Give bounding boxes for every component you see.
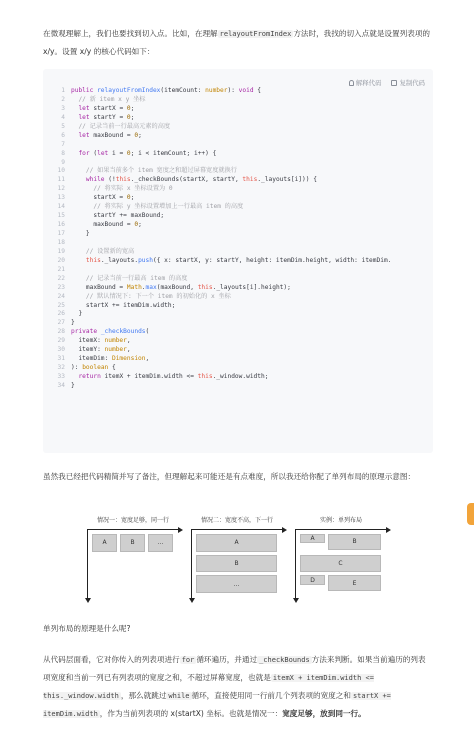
line-number: 1: [61, 87, 65, 94]
code-line: [43, 96, 433, 105]
code-text: [71, 319, 75, 328]
code-text: [71, 337, 131, 346]
layout-item-b: B: [328, 534, 381, 550]
diagram-intro-paragraph: 虽然我已经把代码精简并写了备注，但理解起来可能还是有点难度，所以我还给你配了单列布局的原理示意图：: [43, 472, 416, 481]
code-lines: [43, 87, 433, 391]
copy-code-label: 复制代码: [399, 79, 425, 87]
code-token: itemX:: [71, 337, 105, 345]
layout-item-d: D: [300, 575, 325, 584]
code-text: [71, 355, 149, 364]
code-token: [71, 257, 86, 264]
explanation-text-6: ，作为当前列表项的 x(startX) 坐标。也就是情况一：: [99, 709, 283, 718]
side-feedback-tab[interactable]: [467, 503, 474, 525]
code-line: [43, 382, 433, 391]
line-number: 24: [57, 292, 65, 300]
line-number: 3: [61, 104, 65, 112]
code-token: ;: [130, 113, 135, 121]
code-line: [43, 364, 433, 373]
code-text: [71, 176, 317, 185]
line-number: 33: [57, 373, 65, 380]
code-token: ;: [138, 131, 142, 139]
code-token: max: [145, 283, 157, 291]
code-token: // 记录当前一行最高 item 的高度: [71, 274, 188, 282]
code-token: _checkBounds: [100, 328, 146, 336]
code-line: [43, 150, 433, 159]
line-number: 7: [61, 140, 65, 148]
code-text: [71, 96, 145, 105]
inline-code-relayout: relayoutFromIndex: [219, 30, 292, 38]
explanation-paragraph: [43, 651, 433, 723]
code-block: [43, 69, 433, 453]
line-number: 29: [57, 337, 65, 345]
explanation-bold: 宽度足够，放到同一行。: [282, 709, 366, 718]
code-text: [71, 310, 82, 319]
layout-item-a: A: [92, 534, 117, 552]
code-token: Math: [126, 283, 142, 291]
code-token: // 记录当前一行最高元素的高度: [71, 122, 171, 130]
code-text: [71, 212, 164, 221]
inline-code-while: while: [168, 692, 190, 700]
code-token: ;: [138, 221, 142, 229]
code-token: private: [71, 328, 98, 336]
code-token: }: [71, 310, 83, 318]
code-text: [71, 114, 134, 123]
code-token: (!: [104, 176, 116, 184]
code-token: let: [97, 149, 109, 157]
intro-text-2: 方法时，我找的切入点就是设置列表项的 x/y。设置 x/y 的核心代码如下：: [43, 29, 430, 56]
code-token: i =: [108, 149, 127, 157]
diagram-panel: [191, 515, 283, 607]
code-token: 0: [126, 194, 131, 202]
code-actions: [349, 78, 425, 87]
line-number: 22: [57, 274, 65, 282]
explain-code-button[interactable]: [349, 78, 382, 87]
code-text: [71, 284, 291, 293]
code-text: [71, 382, 75, 391]
code-token: 0: [134, 131, 139, 139]
code-token: startX =: [71, 194, 127, 202]
copy-icon: [391, 80, 397, 86]
code-token: .: [141, 283, 146, 291]
code-line: [43, 266, 433, 275]
code-token: relayoutFromIndex: [97, 87, 161, 94]
code-line: [43, 132, 433, 141]
code-text: [71, 346, 131, 355]
code-token: itemX + itemDim.width <=: [100, 373, 198, 380]
code-line: [43, 319, 433, 328]
code-line: [43, 373, 433, 382]
code-token: push: [138, 256, 153, 264]
line-number: 8: [61, 149, 65, 157]
explanation-text-5: 循环，直接使用同一行前几个列表项的宽度之和: [191, 691, 351, 700]
code-token: this: [242, 176, 258, 184]
layout-item-b: B: [196, 555, 277, 573]
diagram-panel: [295, 515, 387, 607]
code-line: [43, 203, 433, 212]
code-line: [43, 328, 433, 337]
code-token: 0: [126, 149, 131, 157]
code-line: [43, 310, 433, 319]
code-token: (itemCount:: [160, 87, 206, 94]
line-number: 27: [57, 319, 65, 327]
line-number: 32: [57, 364, 65, 372]
line-number: 16: [57, 221, 65, 229]
code-token: let: [78, 104, 90, 112]
diagram-panel-title: 情况二：宽度不高，下一行: [200, 517, 274, 524]
code-text: [71, 167, 237, 176]
code-token: // 新 item x y 坐标: [71, 95, 146, 103]
layout-item-moremoremore: ...: [148, 534, 173, 552]
line-number: 30: [57, 346, 65, 354]
code-text: [71, 257, 391, 266]
question-heading: 单列布局的原理是什么呢?: [43, 624, 131, 633]
code-text: [71, 105, 134, 114]
line-number: 34: [57, 381, 65, 389]
code-token: ,: [126, 337, 131, 345]
layout-item-moremoremore: ...: [196, 575, 277, 593]
code-token: 0: [126, 104, 131, 112]
code-token: this: [85, 256, 101, 264]
inline-code-checkbounds: _checkBounds: [259, 656, 310, 664]
code-text: [71, 221, 142, 230]
code-line: [43, 114, 433, 123]
code-token: // 将实际 x 坐标设置为 0: [71, 185, 173, 193]
line-number: 9: [61, 158, 65, 166]
explanation-text-4: ，那么就跳过: [120, 691, 167, 700]
line-number: 11: [57, 176, 65, 184]
layout-diagram: [87, 515, 387, 607]
inline-code-startx: startX += itemDim.width: [43, 692, 391, 718]
code-line: [43, 167, 433, 176]
code-line: [43, 346, 433, 355]
code-token: while: [85, 176, 105, 184]
code-token: number: [104, 346, 127, 354]
code-token: return: [78, 373, 101, 380]
code-token: (maxBound,: [156, 283, 198, 291]
code-token: ; i < itemCount; i++) {: [130, 149, 217, 157]
layout-item-a: A: [196, 534, 277, 552]
code-token: number: [205, 87, 228, 94]
code-line: [43, 275, 433, 284]
inline-code-for: for: [181, 656, 195, 664]
code-token: let: [78, 131, 90, 139]
code-token: Dimension: [111, 355, 146, 363]
intro-paragraph: [43, 25, 433, 60]
code-line: [43, 230, 433, 239]
line-number: 4: [61, 113, 65, 121]
code-token: maxBound =: [71, 221, 135, 229]
code-token: (: [89, 149, 98, 157]
layout-item-a: A: [300, 534, 325, 543]
code-text: [71, 230, 90, 239]
code-token: startX =: [89, 104, 127, 112]
code-token: 0: [134, 221, 139, 229]
line-number: 28: [57, 328, 65, 336]
code-token: this: [115, 176, 131, 184]
code-token: ._checkBounds(startX, startY,: [130, 176, 243, 184]
explanation-text-3: 方法来判断。如果当前遍历的列表项宽度和当前一列已有列表项的宽度之和，不超过屏幕宽度，也就是: [43, 655, 426, 682]
code-line: [43, 141, 433, 150]
code-token: ):: [71, 364, 83, 372]
line-number: 6: [61, 131, 65, 139]
code-token: startX += itemDim.width;: [71, 301, 176, 309]
code-token: {: [108, 364, 116, 372]
layout-item-e: E: [328, 575, 381, 591]
code-token: ;: [130, 194, 135, 202]
explain-code-label: 解释代码: [355, 79, 382, 87]
line-number: 18: [57, 238, 65, 246]
code-text: [71, 293, 231, 302]
code-token: ,: [126, 346, 131, 354]
code-token: }: [71, 381, 75, 389]
code-text: [71, 364, 116, 373]
line-number: 21: [57, 265, 65, 273]
line-number: 31: [57, 355, 65, 363]
line-number: 17: [57, 230, 65, 237]
code-text: [71, 328, 149, 337]
code-line: [43, 221, 433, 230]
code-token: startY += maxBound;: [71, 212, 165, 220]
code-line: [43, 105, 433, 114]
code-text: [71, 373, 268, 382]
code-token: // 如果当前多个 item 宽度之和超过屏幕宽度就换行: [71, 167, 237, 175]
code-token: // 默认情况下: 下一个 item 的初始化的 x 坐标: [71, 292, 231, 300]
code-token: ._layouts[i].height);: [212, 283, 291, 291]
code-line: [43, 302, 433, 311]
line-number: 15: [57, 212, 65, 220]
code-token: itemY:: [71, 346, 105, 354]
code-line: [43, 185, 433, 194]
line-number: 10: [57, 167, 65, 175]
code-text: [71, 248, 134, 257]
code-token: void: [238, 87, 254, 94]
explanation-text-1: 从代码层面看，它对你传入的列表项进行: [43, 655, 180, 664]
code-token: startY =: [89, 113, 127, 121]
layout-item-c: C: [300, 555, 381, 573]
code-token: public: [71, 87, 98, 94]
line-number: 20: [57, 256, 65, 264]
code-token: itemDim:: [71, 355, 112, 363]
line-number: 25: [57, 301, 65, 309]
lightbulb-icon: [349, 80, 354, 86]
line-number: 5: [61, 122, 65, 130]
code-token: number: [104, 337, 127, 345]
code-text: [71, 275, 188, 284]
code-line: [43, 293, 433, 302]
code-text: [71, 302, 175, 311]
code-token: ._layouts.: [100, 256, 139, 264]
line-number: 26: [57, 310, 65, 318]
code-token: }: [71, 319, 75, 327]
intro-text-1: 在微观理解上，我们也要找到切入点。比如，在理解: [43, 29, 218, 38]
code-token: boolean: [82, 364, 109, 372]
line-number: 23: [57, 283, 65, 291]
code-token: }: [71, 230, 90, 237]
code-token: ):: [227, 87, 239, 94]
code-line: [43, 248, 433, 257]
code-line: [43, 194, 433, 203]
code-token: ._layouts[i])) {: [257, 176, 317, 184]
diagram-panel-title: 情况一：宽度足够，同一行: [96, 517, 170, 524]
code-line: [43, 239, 433, 248]
code-token: // 设置新的宽高: [71, 247, 135, 255]
code-token: [71, 176, 86, 183]
code-text: [71, 203, 243, 212]
code-token: maxBound =: [71, 283, 127, 291]
code-token: this: [197, 283, 213, 291]
code-line: [43, 284, 433, 293]
code-token: ;: [130, 104, 135, 112]
code-token: for: [78, 149, 90, 157]
code-line: [43, 355, 433, 364]
code-text: [71, 185, 173, 194]
code-token: ,: [145, 355, 150, 363]
line-number: 13: [57, 194, 65, 202]
copy-code-button[interactable]: [391, 78, 425, 87]
line-number: 19: [57, 247, 65, 255]
line-number: 14: [57, 203, 65, 211]
code-token: maxBound =: [89, 131, 135, 139]
code-line: [43, 176, 433, 185]
code-text: [71, 150, 216, 159]
code-line: [43, 87, 433, 96]
code-text: [71, 87, 261, 96]
line-number: 12: [57, 185, 65, 193]
inline-code-condition: itemX + itemDim.width <= this._window.width: [43, 674, 374, 700]
code-token: ({ x: startX, y: startY, height: itemDim.height, width: itemDim.: [152, 256, 392, 264]
code-line: [43, 123, 433, 132]
code-text: [71, 132, 142, 141]
code-token: {: [253, 87, 262, 94]
code-token: 0: [126, 113, 131, 121]
diagram-panel-title: 实例：单列布局: [319, 517, 363, 524]
code-line: [43, 337, 433, 346]
code-token: (: [145, 328, 150, 336]
diagram-panel: [87, 515, 179, 607]
code-text: [71, 123, 170, 132]
code-token: // 将实际 y 坐标设置增加上一行最高 item 的高度: [71, 203, 244, 211]
layout-item-b: B: [120, 534, 145, 552]
code-token: this: [197, 373, 213, 380]
line-number: 2: [61, 95, 65, 103]
explanation-text-2: 循环遍历，并通过: [196, 655, 258, 664]
code-text: [71, 194, 134, 203]
code-line: [43, 212, 433, 221]
code-token: let: [78, 113, 90, 121]
code-token: ._window.width;: [212, 373, 269, 380]
code-line: [43, 257, 433, 266]
